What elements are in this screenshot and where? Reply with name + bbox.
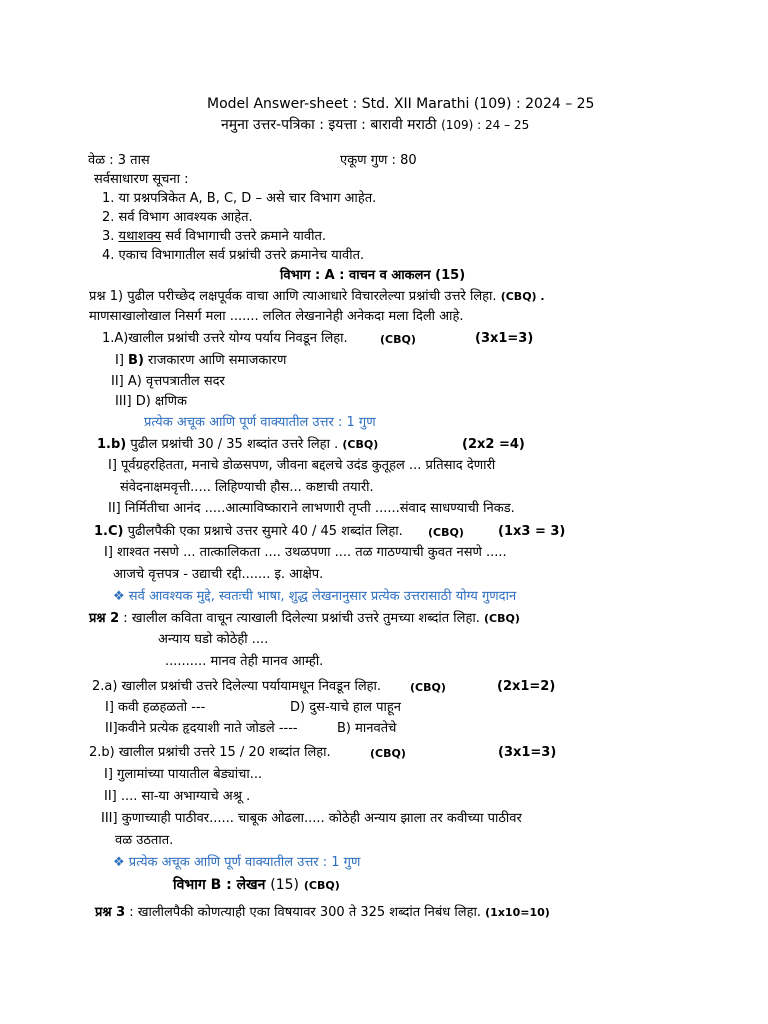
q3-instruction bbox=[95, 904, 550, 922]
q2b-answer-3: III] कुणाच्याही पाठीवर...... चाबूक ओढला..... कोठेही अन्याय झाला तर कवीच्या पाठीवर bbox=[101, 811, 522, 826]
q1a-answer-1 bbox=[115, 352, 286, 370]
q1a-num: 1.A) bbox=[102, 331, 129, 346]
q2-poem-line-2: .......... मानव तेही मानव आम्ही. bbox=[165, 654, 324, 669]
q1a-question bbox=[102, 330, 348, 348]
q2b-question: 2.b) खालील प्रश्नांची उत्तरे 15 / 20 शब्दांत लिहा. bbox=[89, 745, 331, 760]
q2a-answer-2: II]कवीने प्रत्येक हृदयाशी नाते जोडले ---- bbox=[105, 721, 298, 736]
instruction-item: 4. एकाच विभागातील सर्व प्रश्नांची उत्तरे क्रमानेच यावीत. bbox=[102, 248, 365, 263]
q1c-cbq: (CBQ) bbox=[428, 526, 464, 539]
q1a-answer-3: III] D) क्षणिक bbox=[115, 394, 187, 409]
q2b-answer-1: I] गुलामांच्या पायातील बेड्यांचा... bbox=[104, 767, 263, 782]
diamond-bullet-icon: ❖ bbox=[113, 855, 125, 870]
diamond-bullet-icon: ❖ bbox=[113, 589, 125, 604]
q1c-answer-1: I] शाश्वत नसणे ... तात्कालिकता .... उथळपणा .... तळ गाठण्याची कुवत नसणे ..... bbox=[104, 545, 507, 560]
q1b-question bbox=[97, 436, 378, 454]
total-marks: एकूण गुण : 80 bbox=[340, 153, 417, 168]
q1c-question bbox=[94, 523, 403, 541]
section-a-heading bbox=[280, 267, 465, 285]
q2-poem-line-1: अन्याय घडो कोठेही .... bbox=[158, 632, 269, 647]
title-marathi bbox=[221, 116, 529, 134]
q1a-text: खालील प्रश्नांची उत्तरे योग्य पर्याय निवडून लिहा. bbox=[128, 331, 348, 346]
instruction-3-text: सर्व विभागाची उत्तरे क्रमाने यावीत. bbox=[165, 229, 327, 244]
q1a-marks: (3x1=3) bbox=[475, 331, 534, 346]
q1a-answer-1-option: B) bbox=[128, 353, 144, 368]
q1-passage: माणसाखालोखाल निसर्ग मला ....... ललित लेखनानेही अनेकदा मला दिली आहे. bbox=[89, 309, 464, 324]
section-b-title: विभाग B : लेखन bbox=[173, 877, 266, 893]
q1c-text: पुढीलपैकी एका प्रश्नाचे उत्तर सुमारे 40 / 45 शब्दांत लिहा. bbox=[127, 524, 403, 539]
q1-text: प्रश्न 1) पुढील परीच्छेद लक्षपूर्वक वाचा आणि त्याआधारे विचारलेल्या प्रश्नांची उत्तरे लिहा. bbox=[89, 289, 497, 304]
q2a-cbq: (CBQ) bbox=[410, 681, 446, 694]
instructions-heading: सर्वसाधारण सूचना : bbox=[94, 172, 189, 187]
q1c-marks: (1x3 = 3) bbox=[498, 524, 566, 539]
q1b-num: 1.b) bbox=[97, 437, 127, 452]
q2b-answer-3-cont: वळ उठतात. bbox=[115, 833, 174, 848]
q1-cbq: (CBQ) . bbox=[500, 290, 545, 303]
q2b-answer-2: II] .... सा-या अभाग्याचे अश्रू . bbox=[104, 789, 251, 804]
title-marathi-text: नमुना उत्तर-पत्रिका : इयत्ता : बारावी मराठी bbox=[221, 117, 437, 133]
q2-instruction bbox=[89, 610, 520, 628]
section-b-marks: (15) bbox=[270, 877, 299, 893]
q1b-answer-1: I] पूर्वग्रहरहितता, मनाचे डोळसपण, जीवना बद्दलचे उदंड कुतूहल ... प्रतिसाद देणारी bbox=[108, 458, 496, 473]
q2a-answer-2-option: B) मानवतेचे bbox=[337, 721, 397, 736]
q2-label: प्रश्न 2 bbox=[89, 611, 120, 626]
instruction-item bbox=[102, 228, 326, 246]
section-a-marks: (15) bbox=[435, 268, 466, 283]
instruction-item: 1. या प्रश्नपत्रिकेत A, B, C, D – असे चार विभाग आहेत. bbox=[102, 191, 377, 206]
instruction-item: 2. सर्व विभाग आवश्यक आहेत. bbox=[102, 210, 253, 225]
q1c-marking-note bbox=[113, 588, 516, 606]
q1b-answer-1-cont: संवेदनाक्षमवृत्ती..... लिहिण्याची हौस... कष्टाची तयारी. bbox=[120, 480, 374, 495]
q3-marks: (1x10=10) bbox=[485, 906, 550, 919]
q2b-cbq: (CBQ) bbox=[370, 747, 406, 760]
q2-cbq: (CBQ) bbox=[484, 612, 520, 625]
q2a-answer-1-option: D) दुस-याचे हाल पाहून bbox=[290, 700, 401, 715]
q1a-answer-1-num: I] bbox=[115, 353, 124, 368]
q1b-marks: (2x2 =4) bbox=[462, 437, 525, 452]
q1c-marking-note-text: सर्व आवश्यक मुद्दे, स्वतःची भाषा, शुद्ध लेखनानुसार प्रत्येक उत्तरासाठी योग्य गुणदान bbox=[128, 589, 517, 604]
q1a-answer-2: II] A) वृत्तपत्रातील सदर bbox=[111, 374, 225, 389]
q1b-answer-2: II] निर्मितीचा आनंद .....आत्माविष्काराने लाभणारी तृप्ती ......संवाद साधण्याची निकड. bbox=[108, 501, 515, 516]
q2b-marking-note bbox=[113, 854, 360, 872]
section-b-heading bbox=[173, 876, 340, 895]
q2b-marking-note-text: प्रत्येक अचूक आणि पूर्ण वाक्यातील उत्तर : 1 गुण bbox=[128, 855, 361, 870]
q1b-text: पुढील प्रश्नांची 30 / 35 शब्दांत उत्तरे लिहा . bbox=[130, 437, 339, 452]
q2a-marks: (2x1=2) bbox=[497, 679, 556, 694]
time-info: वेळ : 3 तास bbox=[88, 153, 150, 168]
title-english: Model Answer-sheet : Std. XII Marathi (109) : 2024 – 25 bbox=[207, 96, 595, 112]
q2-text: : खालील कविता वाचून त्याखाली दिलेल्या प्रश्नांची उत्तरे तुमच्या शब्दांत लिहा. bbox=[119, 611, 480, 626]
q2b-marks: (3x1=3) bbox=[498, 745, 557, 760]
instruction-3-number: 3. bbox=[102, 229, 119, 244]
q1a-marking-note: प्रत्येक अचूक आणि पूर्ण वाक्यातील उत्तर : 1 गुण bbox=[144, 415, 376, 430]
q1-instruction bbox=[89, 288, 545, 306]
section-a-title: विभाग : A : वाचन व आकलन bbox=[280, 268, 431, 283]
q1c-answer-1-cont: आजचे वृत्तपत्र - उद्याची रद्दी....... इ. आक्षेप. bbox=[113, 567, 324, 582]
q1b-cbq: (CBQ) bbox=[342, 438, 379, 451]
q2a-question: 2.a) खालील प्रश्नांची उत्तरे दिलेल्या पर्यायामधून निवडून लिहा. bbox=[92, 679, 382, 694]
section-b-cbq: (CBQ) bbox=[303, 879, 340, 892]
q2a-answer-1: I] कवी हळहळतो --- bbox=[105, 700, 206, 715]
q1c-num: 1.C) bbox=[94, 524, 124, 539]
instruction-3-underlined: यथाशक्य bbox=[118, 229, 162, 244]
q1a-cbq: (CBQ) bbox=[380, 333, 416, 346]
title-marathi-code: (109) : 24 – 25 bbox=[441, 118, 530, 132]
q3-text: : खालीलपैकी कोणत्याही एका विषयावर 300 ते 325 शब्दांत निबंध लिहा. bbox=[125, 905, 482, 920]
q1a-answer-1-text: राजकारण आणि समाजकारण bbox=[148, 353, 287, 368]
q3-label: प्रश्न 3 bbox=[95, 905, 126, 920]
